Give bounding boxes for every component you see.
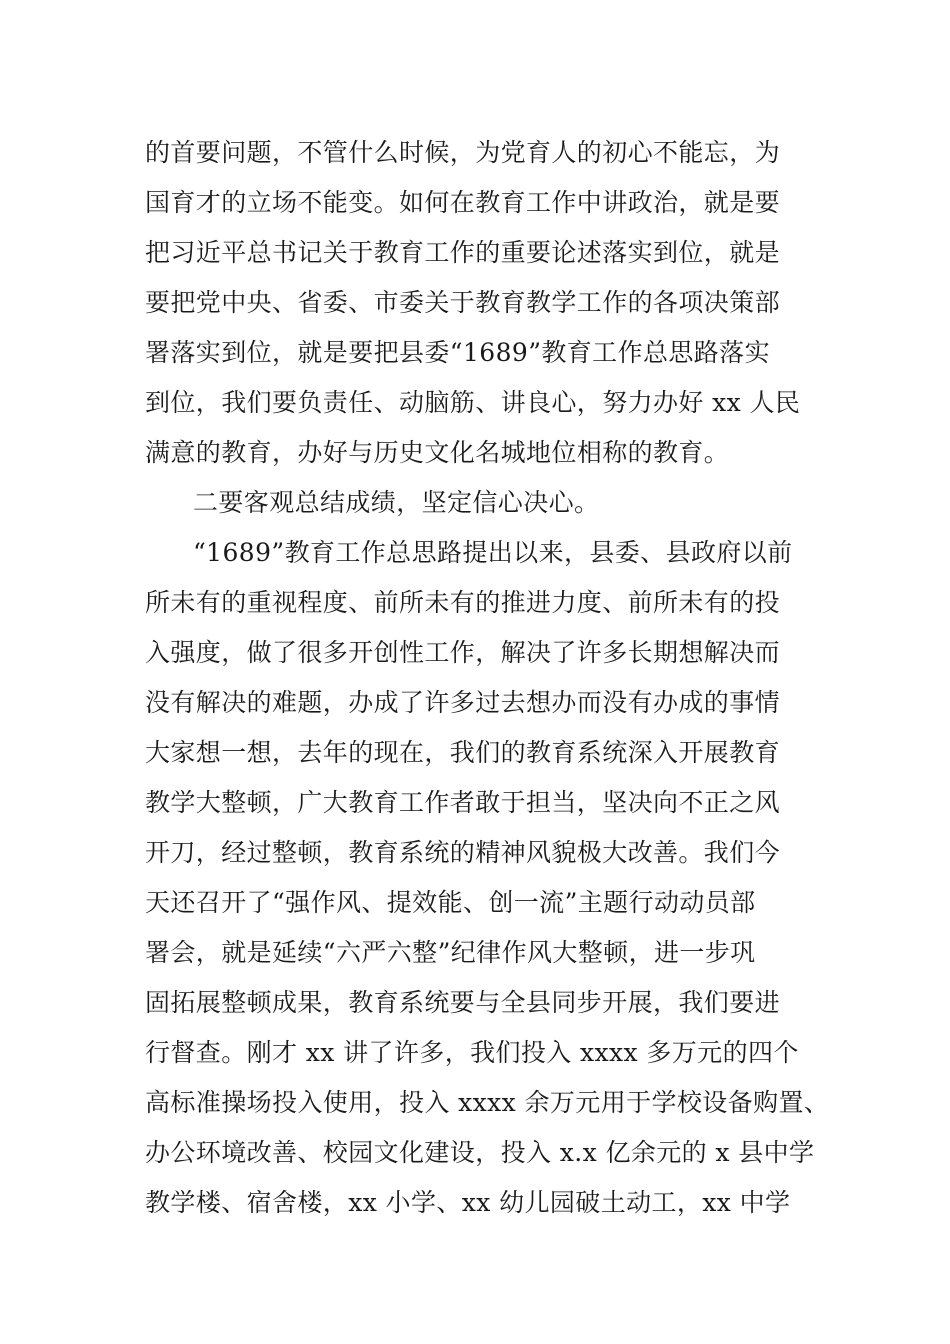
text-line: 固拓展整顿成果，教育系统要与全县同步开展，我们要进 bbox=[145, 988, 781, 1017]
text-line: 署会，就是延续“六严六整”纪律作风大整顿，进一步巩 bbox=[145, 938, 756, 967]
text-line: 国育才的立场不能变。如何在教育工作中讲政治，就是要 bbox=[145, 188, 781, 217]
text-line: 把习近平总书记关于教育工作的重要论述落实到位，就是 bbox=[145, 238, 781, 267]
text-line: 所未有的重视程度、前所未有的推进力度、前所未有的投 bbox=[145, 588, 781, 617]
text-line: 开刀，经过整顿，教育系统的精神风貌极大改善。我们今 bbox=[145, 838, 781, 867]
text-line: 教学大整顿，广大教育工作者敢于担当，坚决向不正之风 bbox=[145, 788, 781, 817]
text-line: “1689”教育工作总思路提出以来，县委、县政府以前 bbox=[193, 538, 793, 567]
text-line: 行督查。刚才 xx 讲了许多，我们投入 xxxx 多万元的四个 bbox=[145, 1038, 799, 1067]
text-line: 没有解决的难题，办成了许多过去想办而没有办成的事情 bbox=[145, 688, 781, 717]
text-line: 满意的教育，办好与历史文化名城地位相称的教育。 bbox=[145, 438, 730, 467]
text-line: 天还召开了“强作风、提效能、创一流”主题行动动员部 bbox=[145, 888, 756, 917]
text-line: 署落实到位，就是要把县委“1689”教育工作总思路落实 bbox=[145, 338, 770, 367]
text-line: 高标准操场投入使用，投入 xxxx 余万元用于学校设备购置、 bbox=[145, 1088, 830, 1117]
text-line: 大家想一想，去年的现在，我们的教育系统深入开展教育 bbox=[145, 738, 781, 767]
text-line: 教学楼、宿舍楼，xx 小学、xx 幼儿园破土动工，xx 中学 bbox=[145, 1188, 791, 1217]
text-line: 要把党中央、省委、市委关于教育教学工作的各项决策部 bbox=[145, 288, 781, 317]
text-line: 到位，我们要负责任、动脑筋、讲良心，努力办好 xx 人民 bbox=[145, 388, 801, 417]
section-heading: 二要客观总结成绩，坚定信心决心。 bbox=[193, 488, 600, 517]
text-line: 办公环境改善、校园文化建设，投入 x.x 亿余元的 x 县中学 bbox=[145, 1138, 815, 1167]
text-line: 入强度，做了很多开创性工作，解决了许多长期想解决而 bbox=[145, 638, 781, 667]
text-line: 的首要问题，不管什么时候，为党育人的初心不能忘，为 bbox=[145, 138, 781, 167]
